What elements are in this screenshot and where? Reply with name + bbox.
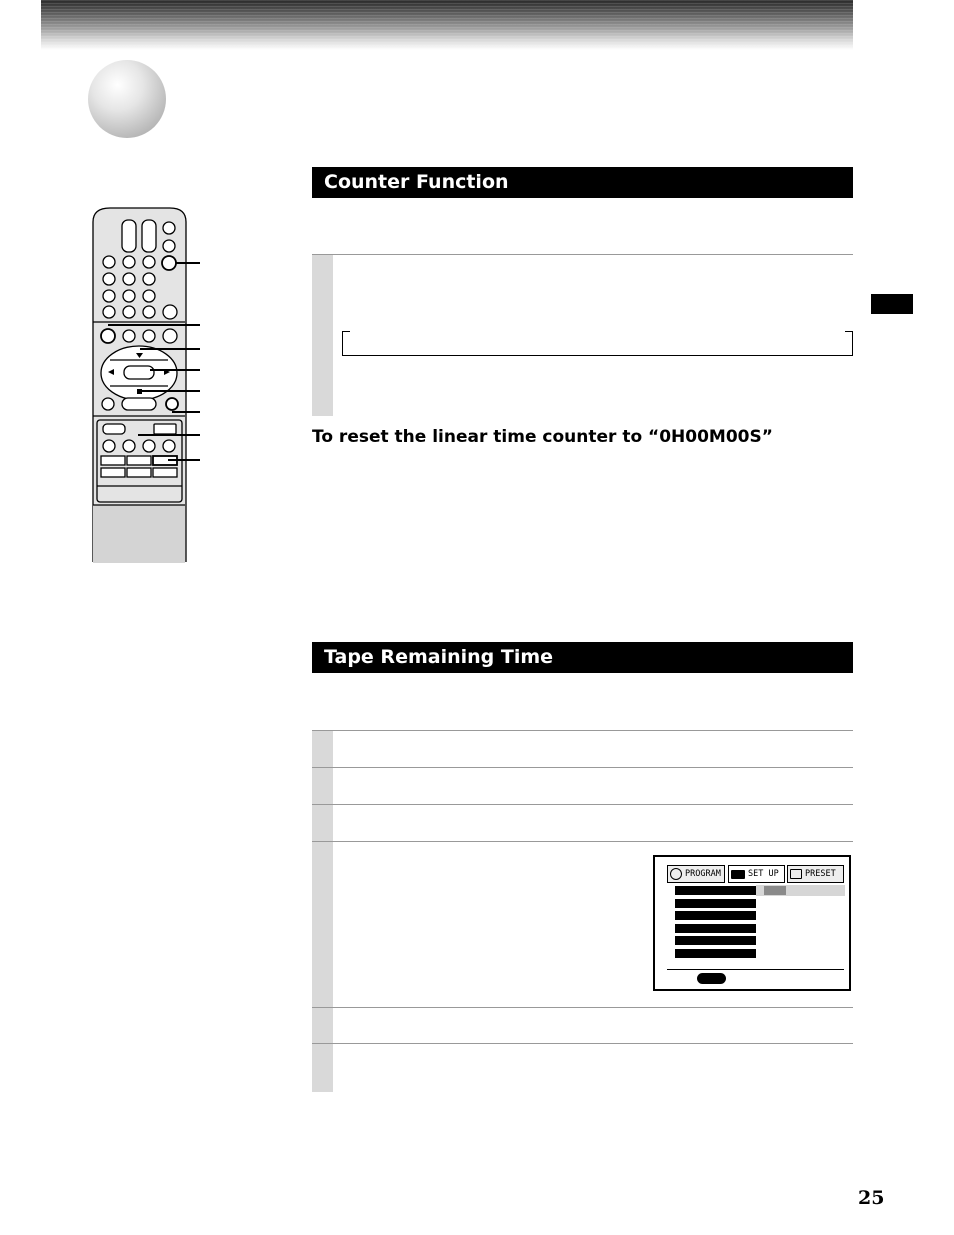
- chapter-side-tab: [871, 294, 913, 314]
- leader-line: [168, 459, 200, 461]
- osd-menu-item: [675, 899, 756, 908]
- tape-step-6: [312, 1043, 853, 1092]
- osd-menu-item: [675, 886, 756, 895]
- tape-step-3: [312, 804, 853, 841]
- step-number-cell: [312, 255, 333, 416]
- page-number: 25: [858, 1187, 885, 1209]
- reset-counter-heading: To reset the linear time counter to “0H00M00S”: [312, 427, 773, 447]
- osd-menu-item: [675, 924, 756, 933]
- leader-line: [108, 324, 200, 326]
- leader-line: [140, 348, 200, 350]
- leader-line: [176, 262, 200, 264]
- osd-menu-illustration: [653, 855, 851, 991]
- osd-tab-setup: SET UP: [728, 865, 785, 883]
- osd-menu-item: [675, 911, 756, 920]
- tape-step-2: [312, 767, 853, 804]
- leader-line: [150, 369, 200, 371]
- remote-control-illustration: [0, 0, 230, 580]
- osd-tab-preset: PRESET: [787, 865, 844, 883]
- step-number-cell: [312, 1044, 333, 1092]
- osd-menu-item: [675, 949, 756, 958]
- osd-tab-program: PROGRAM: [667, 865, 725, 883]
- tape-step-5: [312, 1007, 853, 1043]
- tape-step-1: [312, 730, 853, 767]
- osd-button-pill: [697, 973, 726, 984]
- step-number-cell: [312, 842, 333, 1007]
- leader-line: [172, 411, 200, 413]
- vcr-icon: [731, 870, 745, 879]
- tape-remaining-heading: Tape Remaining Time: [312, 642, 853, 673]
- osd-menu-item: [675, 936, 756, 945]
- leader-line: [138, 434, 200, 436]
- leader-line: [142, 390, 200, 392]
- tv-icon: [790, 869, 802, 879]
- osd-highlight-marker: [764, 886, 786, 895]
- step-number-cell: [312, 805, 333, 841]
- step-number-cell: [312, 1008, 333, 1043]
- step-number-cell: [312, 731, 333, 767]
- osd-divider: [667, 969, 844, 970]
- note-bracket-box: [342, 331, 853, 356]
- step-number-cell: [312, 768, 333, 804]
- clock-icon: [670, 868, 682, 880]
- counter-function-heading: Counter Function: [312, 167, 853, 198]
